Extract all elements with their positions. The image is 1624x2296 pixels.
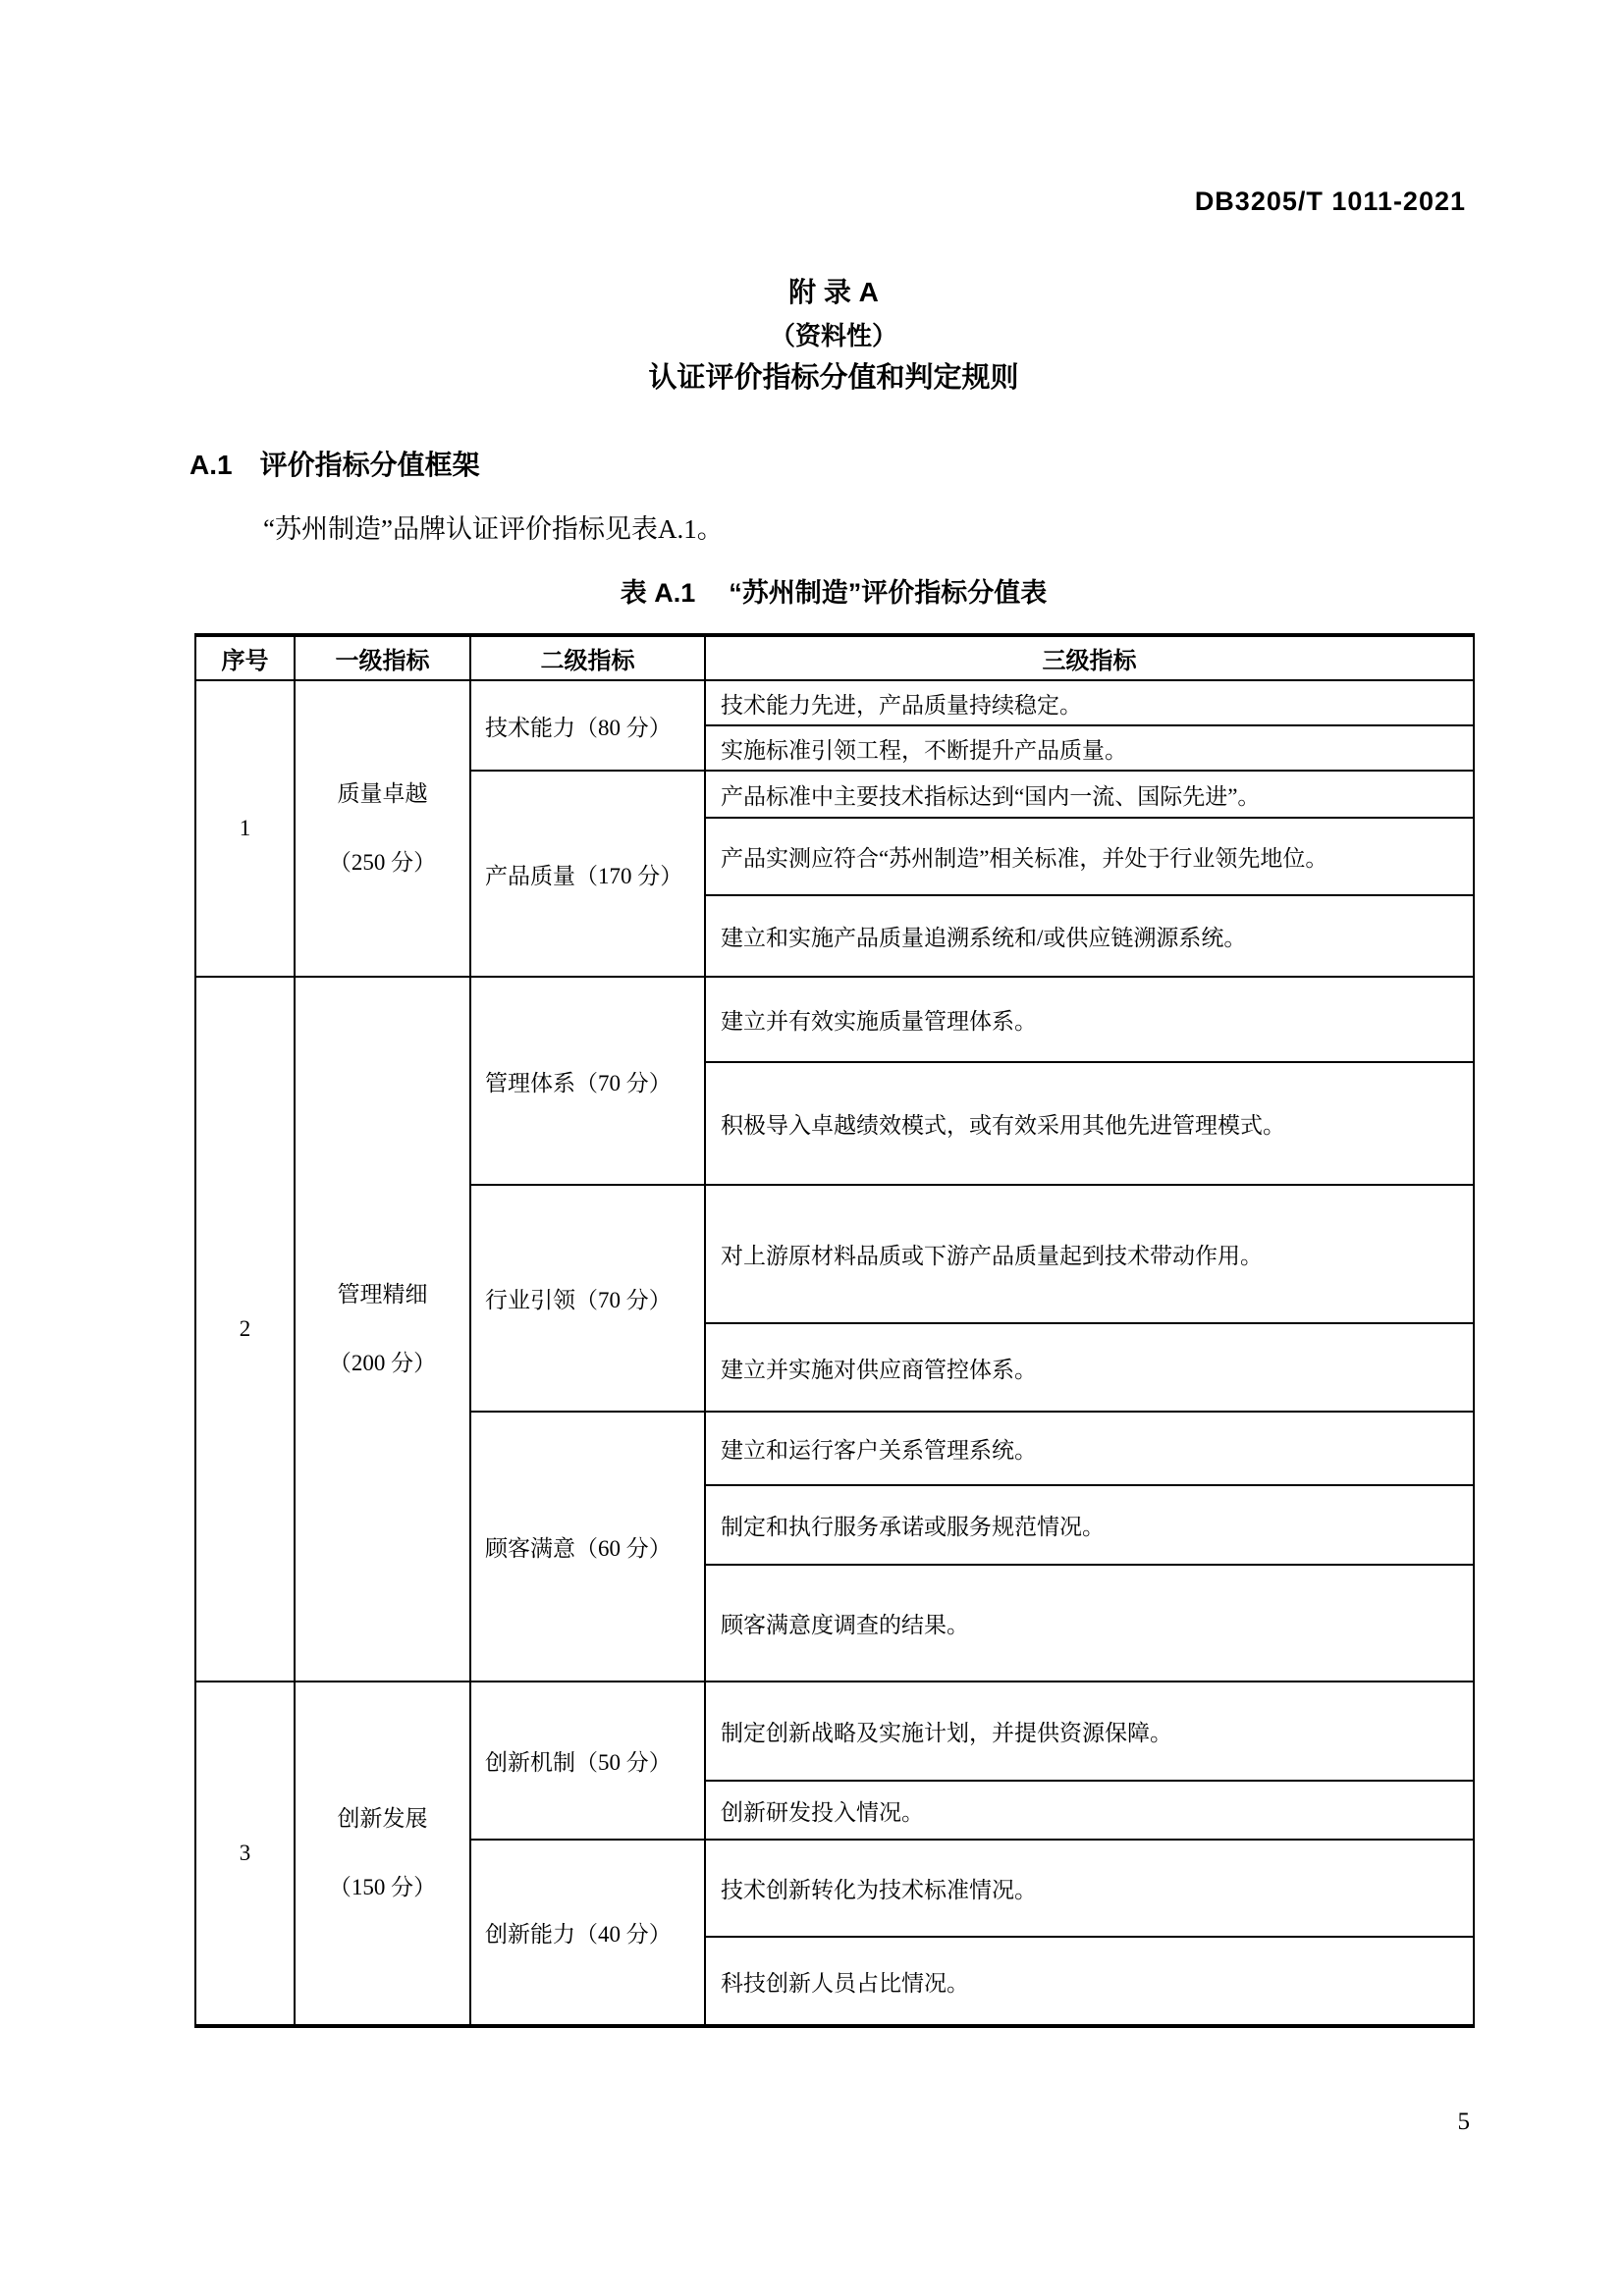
appendix-title-block — [194, 273, 1473, 399]
header-level2: 二级指标 — [470, 635, 705, 680]
level2-indicator-cell: 管理体系（70 分） — [470, 977, 705, 1185]
level1-indicator-line: 创新发展 — [337, 1806, 428, 1831]
level1-indicator-line: 质量卓越 — [337, 781, 428, 806]
header-level1: 一级指标 — [295, 635, 470, 680]
page-number: 5 — [1457, 2109, 1470, 2135]
level2-indicator-cell: 顾客满意（60 分） — [470, 1412, 705, 1682]
appendix-heading: 认证评价指标分值和判定规则 — [648, 362, 1019, 394]
table-caption-label: 表 A.1 — [620, 578, 696, 608]
section-heading — [189, 444, 480, 483]
level3-indicator-cell: 产品实测应符合“苏州制造”相关标准，并处于行业领先地位。 — [705, 818, 1474, 895]
section-title: 评价指标分值框架 — [259, 450, 480, 480]
level3-indicator-cell: 创新研发投入情况。 — [705, 1781, 1474, 1840]
table-caption — [194, 571, 1473, 610]
level1-indicator-cell — [295, 680, 470, 977]
table-row — [195, 1682, 1474, 1781]
level3-indicator-cell: 技术创新转化为技术标准情况。 — [705, 1840, 1474, 1937]
level3-indicator-cell: 制定创新战略及实施计划，并提供资源保障。 — [705, 1682, 1474, 1781]
body-paragraph: “苏州制造”品牌认证评价指标见表A.1。 — [263, 514, 724, 544]
level1-indicator-line: （200 分） — [328, 1351, 437, 1375]
seq-cell: 1 — [195, 680, 295, 977]
header-seq: 序号 — [195, 635, 295, 680]
level3-indicator-cell: 积极导入卓越绩效模式，或有效采用其他先进管理模式。 — [705, 1062, 1474, 1185]
level1-indicator-cell — [295, 1682, 470, 2026]
level2-indicator-cell: 产品质量（170 分） — [470, 771, 705, 977]
level3-indicator-cell: 建立并有效实施质量管理体系。 — [705, 977, 1474, 1062]
level1-indicator-line: 管理精细 — [337, 1282, 428, 1307]
level3-indicator-cell: 实施标准引领工程，不断提升产品质量。 — [705, 725, 1474, 771]
table-caption-text: “苏州制造”评价指标分值表 — [729, 578, 1048, 608]
indicator-table — [194, 633, 1475, 2028]
document-code: DB3205/T 1011-2021 — [1194, 187, 1466, 216]
section-number: A.1 — [189, 450, 233, 480]
level3-indicator-cell: 对上游原材料品质或下游产品质量起到技术带动作用。 — [705, 1185, 1474, 1323]
level3-indicator-cell: 制定和执行服务承诺或服务规范情况。 — [705, 1485, 1474, 1565]
table-row — [195, 977, 1474, 1062]
level1-indicator-line: （150 分） — [328, 1875, 437, 1899]
level2-indicator-cell: 创新能力（40 分） — [470, 1840, 705, 2026]
seq-cell: 3 — [195, 1682, 295, 2026]
level1-indicator-cell — [295, 977, 470, 1682]
table-row — [195, 680, 1474, 725]
level3-indicator-cell: 建立并实施对供应商管控体系。 — [705, 1323, 1474, 1412]
table-header-row — [195, 635, 1474, 680]
level3-indicator-cell: 科技创新人员占比情况。 — [705, 1937, 1474, 2026]
level2-indicator-cell: 创新机制（50 分） — [470, 1682, 705, 1840]
appendix-type: （资料性） — [769, 321, 897, 350]
level3-indicator-cell: 建立和实施产品质量追溯系统和/或供应链溯源系统。 — [705, 895, 1474, 977]
level3-indicator-cell: 技术能力先进，产品质量持续稳定。 — [705, 680, 1474, 725]
header-level3: 三级指标 — [705, 635, 1474, 680]
level2-indicator-cell: 行业引领（70 分） — [470, 1185, 705, 1412]
level3-indicator-cell: 产品标准中主要技术指标达到“国内一流、国际先进”。 — [705, 771, 1474, 818]
seq-cell: 2 — [195, 977, 295, 1682]
level2-indicator-cell: 技术能力（80 分） — [470, 680, 705, 771]
level3-indicator-cell: 顾客满意度调查的结果。 — [705, 1565, 1474, 1682]
indicator-table-body — [195, 680, 1474, 2026]
appendix-label: 附 录 A — [788, 277, 879, 307]
level3-indicator-cell: 建立和运行客户关系管理系统。 — [705, 1412, 1474, 1485]
level1-indicator-line: （250 分） — [328, 850, 437, 875]
